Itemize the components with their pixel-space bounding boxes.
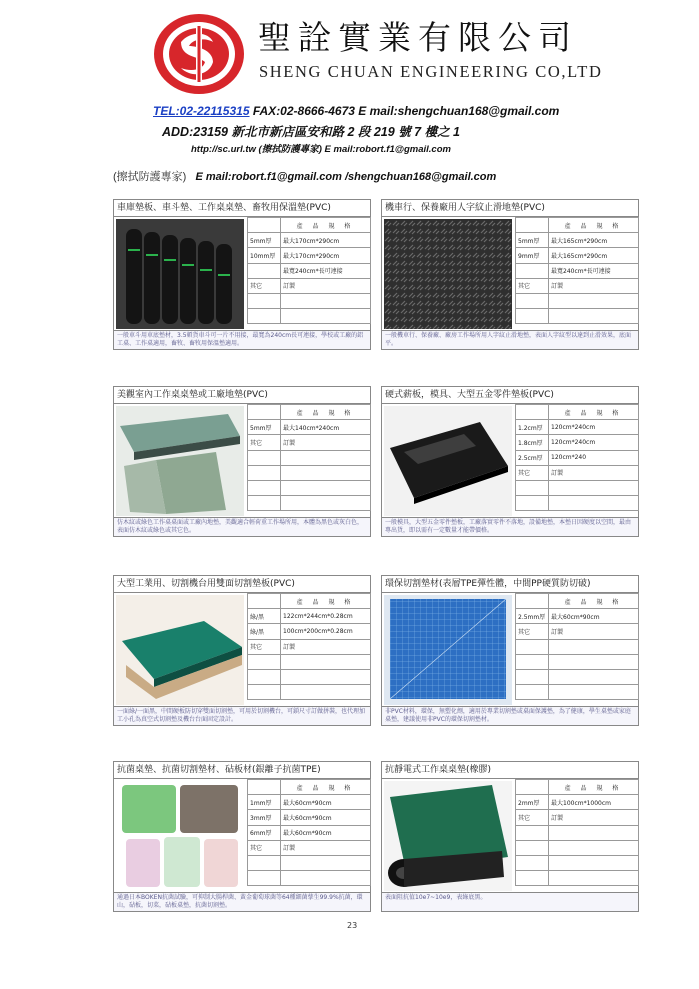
- spec-thickness: [516, 871, 549, 886]
- spec-table: [515, 404, 639, 511]
- spec-thickness: [248, 465, 281, 480]
- spec-row: [516, 496, 639, 511]
- spec-thickness: [248, 480, 281, 495]
- contact-line-address: ADD:23159 新北市新店區安和路 2 段 219 號 7 樓之 1: [162, 125, 460, 139]
- spec-thickness: [516, 669, 549, 684]
- spec-header-row: [516, 594, 639, 609]
- spec-row: [248, 825, 371, 840]
- spec-size: [549, 871, 639, 886]
- spec-row: [248, 480, 371, 495]
- spec-size: 120cm*240: [549, 450, 639, 465]
- tagline: (擦拭防護專家): [113, 171, 187, 183]
- spec-size: 最大165cm*290cm: [549, 248, 639, 263]
- product-panel: [113, 575, 371, 726]
- spec-row: [248, 263, 371, 278]
- spec-thickness: 1.8cm厚: [516, 435, 549, 450]
- tel-link[interactable]: TEL:02-22115315: [153, 104, 250, 118]
- spec-thickness: 2.5cm厚: [516, 450, 549, 465]
- panel-description: 一面綠/一面黑，中間硬板防切穿雙面切割墊，可用於切割機台，可鎖尺寸訂做拼裝，也代理加工小孔為真空式切割墊及機台台面固定設計。: [114, 707, 370, 725]
- product-photo: [116, 781, 244, 891]
- spec-thickness: 其它: [248, 278, 281, 293]
- panel-title: 硬式薪板，模具、大型五金零件墊板(PVC): [382, 387, 638, 404]
- spec-size: [549, 825, 639, 840]
- spec-size: [549, 855, 639, 870]
- spec-thickness: 其它: [248, 639, 281, 654]
- spec-row: [516, 669, 639, 684]
- panel-body: [382, 217, 638, 331]
- panel-description: 通過日本BOKEN抗菌試驗，可抑制大腸桿菌、黃金葡萄球菌等64種細菌孳生99.9%抗菌，環山，砧板，切菜，砧板桌墊，抗菌切割墊。: [114, 893, 370, 911]
- spec-header: 產 品 規 格: [281, 594, 371, 609]
- spec-row: [248, 435, 371, 450]
- spec-thickness: [516, 639, 549, 654]
- spec-size: 訂製: [281, 840, 371, 855]
- spec-size: 訂製: [549, 624, 639, 639]
- product-panel: [381, 575, 639, 726]
- spec-row: [248, 810, 371, 825]
- spec-row: [248, 639, 371, 654]
- panel-body: [114, 593, 370, 707]
- spec-row: [516, 810, 639, 825]
- spec-table: [515, 593, 639, 700]
- spec-row: [516, 855, 639, 870]
- spec-row: [516, 871, 639, 886]
- spec-thickness: [516, 654, 549, 669]
- spec-row: [516, 795, 639, 810]
- spec-row: [516, 435, 639, 450]
- spec-size: [281, 669, 371, 684]
- spec-thickness: 其它: [516, 278, 549, 293]
- spec-row: [516, 624, 639, 639]
- spec-size: 120cm*240cm: [549, 435, 639, 450]
- spec-thickness: 2.5mm厚: [516, 609, 549, 624]
- spec-row: [516, 480, 639, 495]
- spec-thickness: [516, 496, 549, 511]
- product-photo: [384, 406, 512, 516]
- spec-row: [248, 609, 371, 624]
- spec-thickness: 1.2cm厚: [516, 420, 549, 435]
- panel-title: 機車行、保養廠用人字紋止滑地墊(PVC): [382, 200, 638, 217]
- spec-row: [248, 233, 371, 248]
- spec-thickness: [248, 496, 281, 511]
- spec-size: [281, 685, 371, 700]
- panel-body: [382, 779, 638, 893]
- product-photo: [116, 595, 244, 705]
- spec-thickness: [248, 871, 281, 886]
- product-panel: [381, 761, 639, 912]
- spec-size: 最大100cm*1000cm: [549, 795, 639, 810]
- spec-size: 最大170cm*290cm: [281, 233, 371, 248]
- panel-title: 抗靜電式工作桌桌墊(橡膠): [382, 762, 638, 779]
- spec-thickness: [516, 309, 549, 324]
- spec-thickness: 綠/黑: [248, 624, 281, 639]
- product-photo: [116, 219, 244, 329]
- fax-mail: FAX:02-8666-4673 E mail:shengchuan168@gmail.com: [249, 104, 560, 118]
- spec-header: 產 品 規 格: [281, 405, 371, 420]
- spec-thickness: [248, 654, 281, 669]
- spec-row: [248, 685, 371, 700]
- spec-table: [247, 404, 371, 511]
- spec-size: [281, 480, 371, 495]
- spec-thickness: 9mm厚: [516, 248, 549, 263]
- spec-size: 最大60cm*90cm: [549, 609, 639, 624]
- company-name-english: SHENG CHUAN ENGINEERING CO,LTD: [259, 62, 603, 81]
- spec-size: [281, 309, 371, 324]
- spec-thickness: 其它: [516, 465, 549, 480]
- panel-title: 大型工業用、切割機台用雙面切割墊板(PVC): [114, 576, 370, 593]
- spec-table: [247, 779, 371, 886]
- spec-thickness: 其它: [248, 840, 281, 855]
- tagline-mail: E mail:robort.f1@gmail.com /shengchuan168@gmail.com: [195, 171, 497, 183]
- spec-thickness: 5mm厚: [516, 233, 549, 248]
- panel-description: 一般車斗用車底墊材，3.5頓貨車斗可一片不用接，最寬為240cm長可連接，學校或工廠的鋁工桌、工作桌適用，畜牧、畜牧用保溫墊適用。: [114, 331, 370, 349]
- spec-header: 產 品 規 格: [549, 780, 639, 795]
- product-photo: [116, 406, 244, 516]
- product-panel: [113, 386, 371, 537]
- spec-thickness: 6mm厚: [248, 825, 281, 840]
- spec-row: [248, 795, 371, 810]
- product-photo: [384, 781, 512, 891]
- spec-row: [516, 233, 639, 248]
- spec-row: [516, 263, 639, 278]
- spec-row: [516, 420, 639, 435]
- spec-thickness: [516, 480, 549, 495]
- spec-size: [281, 855, 371, 870]
- spec-header: 產 品 規 格: [281, 780, 371, 795]
- spec-size: 訂製: [281, 639, 371, 654]
- spec-size: [549, 669, 639, 684]
- spec-size: 訂製: [549, 465, 639, 480]
- spec-row: [248, 496, 371, 511]
- spec-thickness: [248, 263, 281, 278]
- spec-row: [516, 639, 639, 654]
- spec-row: [516, 309, 639, 324]
- panel-description: 非PVC材料，環保，無塑化劑，適用於專業切割墊或桌面保護墊，為了健康，學生桌墊或家庭桌墊，建議使用非PVC的環保切割墊材。: [382, 707, 638, 725]
- spec-thickness: 5mm厚: [248, 233, 281, 248]
- spec-size: [281, 293, 371, 308]
- spec-header-row: [516, 780, 639, 795]
- panel-title: 抗菌桌墊、抗菌切割墊材、砧板材(銀離子抗菌TPE): [114, 762, 370, 779]
- spec-size: 最大60cm*90cm: [281, 810, 371, 825]
- spec-size: [549, 639, 639, 654]
- contact-line-web: http://sc.url.tw (擦拭防護專家) E mail:robort.f1@gmail.com: [191, 144, 451, 155]
- spec-thickness: 其它: [516, 624, 549, 639]
- spec-row: [516, 278, 639, 293]
- spec-thickness: [248, 309, 281, 324]
- spec-size: 最大140cm*240cm: [281, 420, 371, 435]
- spec-row: [248, 840, 371, 855]
- spec-size: [549, 293, 639, 308]
- spec-size: 122cm*244cm*0.28cm: [281, 609, 371, 624]
- spec-thickness: [248, 669, 281, 684]
- spec-header: 產 品 規 格: [549, 218, 639, 233]
- spec-thickness: [516, 685, 549, 700]
- spec-row: [248, 420, 371, 435]
- spec-row: [516, 450, 639, 465]
- spec-size: 訂製: [281, 278, 371, 293]
- spec-row: [248, 855, 371, 870]
- spec-thickness: 10mm厚: [248, 248, 281, 263]
- spec-header: 產 品 規 格: [281, 218, 371, 233]
- panel-body: [114, 217, 370, 331]
- panel-description: 一般機車行、保養廠、廠房工作場所用人字紋止滑地墊，表面人字紋型以達到止滑效果，底面平。: [382, 331, 638, 349]
- spec-row: [516, 840, 639, 855]
- spec-thickness: [248, 450, 281, 465]
- spec-thickness: 2mm厚: [516, 795, 549, 810]
- spec-row: [248, 309, 371, 324]
- spec-header-row: [248, 594, 371, 609]
- panel-title: 車庫墊板、車斗墊、工作桌桌墊、畜牧用保溫墊(PVC): [114, 200, 370, 217]
- company-name-chinese: 聖詮實業有限公司: [258, 18, 578, 57]
- product-panel: [381, 199, 639, 350]
- spec-size: [549, 654, 639, 669]
- spec-size: [549, 496, 639, 511]
- spec-size: 訂製: [549, 278, 639, 293]
- spec-size: [281, 654, 371, 669]
- spec-table: [247, 217, 371, 324]
- spec-table: [515, 779, 639, 886]
- spec-size: [549, 480, 639, 495]
- spec-thickness: [248, 855, 281, 870]
- spec-size: [281, 450, 371, 465]
- spec-header-row: [248, 405, 371, 420]
- spec-table: [247, 593, 371, 700]
- spec-size: [281, 465, 371, 480]
- product-panel: [113, 199, 371, 350]
- panel-title: 環保切割墊材(表層TPE彈性體，中間PP硬質防切破): [382, 576, 638, 593]
- spec-row: [248, 465, 371, 480]
- spec-header-row: [248, 218, 371, 233]
- spec-header: 產 品 規 格: [549, 405, 639, 420]
- spec-thickness: 1mm厚: [248, 795, 281, 810]
- spec-size: 最大60cm*90cm: [281, 795, 371, 810]
- spec-row: [248, 871, 371, 886]
- spec-size: [549, 685, 639, 700]
- spec-table: [515, 217, 639, 324]
- contact-line-tagline: [113, 168, 496, 184]
- spec-size: [549, 840, 639, 855]
- spec-row: [516, 248, 639, 263]
- panel-description: 一般模具，大型五金零件墊板，工廠落實零件不落地，設備地墊，本墊日因硬度以空間，最由專出貨，即以需有一定數量才能帶價格。: [382, 518, 638, 536]
- contact-line-tel: [153, 104, 559, 118]
- product-panel: [113, 761, 371, 912]
- spec-row: [516, 685, 639, 700]
- spec-size: 訂製: [281, 435, 371, 450]
- spec-size: 最大60cm*90cm: [281, 825, 371, 840]
- spec-row: [516, 293, 639, 308]
- panel-body: [382, 593, 638, 707]
- panel-body: [114, 404, 370, 518]
- spec-thickness: [516, 293, 549, 308]
- page-number: 23: [347, 921, 358, 930]
- product-panel: [381, 386, 639, 537]
- spec-thickness: [248, 293, 281, 308]
- spec-row: [248, 624, 371, 639]
- panel-body: [114, 779, 370, 893]
- spec-size: 最寬240cm*長可連接: [549, 263, 639, 278]
- spec-thickness: [516, 855, 549, 870]
- spec-size: 最寬240cm*長可連接: [281, 263, 371, 278]
- spec-size: [281, 871, 371, 886]
- spec-row: [248, 248, 371, 263]
- spec-thickness: 5mm厚: [248, 420, 281, 435]
- spec-thickness: 其它: [516, 810, 549, 825]
- spec-size: [281, 496, 371, 511]
- spec-header-row: [516, 218, 639, 233]
- spec-thickness: [248, 685, 281, 700]
- spec-row: [248, 669, 371, 684]
- spec-row: [248, 293, 371, 308]
- spec-thickness: [516, 825, 549, 840]
- panel-title: 美觀室內工作桌桌墊或工廠地墊(PVC): [114, 387, 370, 404]
- spec-row: [248, 450, 371, 465]
- spec-size: 120cm*240cm: [549, 420, 639, 435]
- spec-row: [516, 825, 639, 840]
- panel-body: [382, 404, 638, 518]
- spec-row: [516, 609, 639, 624]
- spec-thickness: 其它: [248, 435, 281, 450]
- spec-thickness: 綠/黑: [248, 609, 281, 624]
- spec-size: 最大165cm*290cm: [549, 233, 639, 248]
- spec-size: 最大170cm*290cm: [281, 248, 371, 263]
- panel-description: 仿木紋或綠色工作桌桌面或工廠內地墊，美觀適合輕荷重工作場所用，本體為黑色或灰白色，表面仿木紋或綠色或其它色。: [114, 518, 370, 536]
- spec-header-row: [248, 780, 371, 795]
- company-logo: [151, 12, 247, 96]
- spec-size: 100cm*200cm*0.28cm: [281, 624, 371, 639]
- panel-description: 表面阻抗值10e7~10e9，表綠底黑。: [382, 893, 638, 911]
- product-photo: [384, 595, 512, 705]
- spec-thickness: [516, 840, 549, 855]
- spec-thickness: [516, 263, 549, 278]
- spec-thickness: 3mm厚: [248, 810, 281, 825]
- spec-row: [248, 654, 371, 669]
- spec-row: [248, 278, 371, 293]
- spec-header: 產 品 規 格: [549, 594, 639, 609]
- spec-row: [516, 465, 639, 480]
- spec-size: 訂製: [549, 810, 639, 825]
- spec-header-row: [516, 405, 639, 420]
- spec-size: [549, 309, 639, 324]
- product-photo: [384, 219, 512, 329]
- spec-row: [516, 654, 639, 669]
